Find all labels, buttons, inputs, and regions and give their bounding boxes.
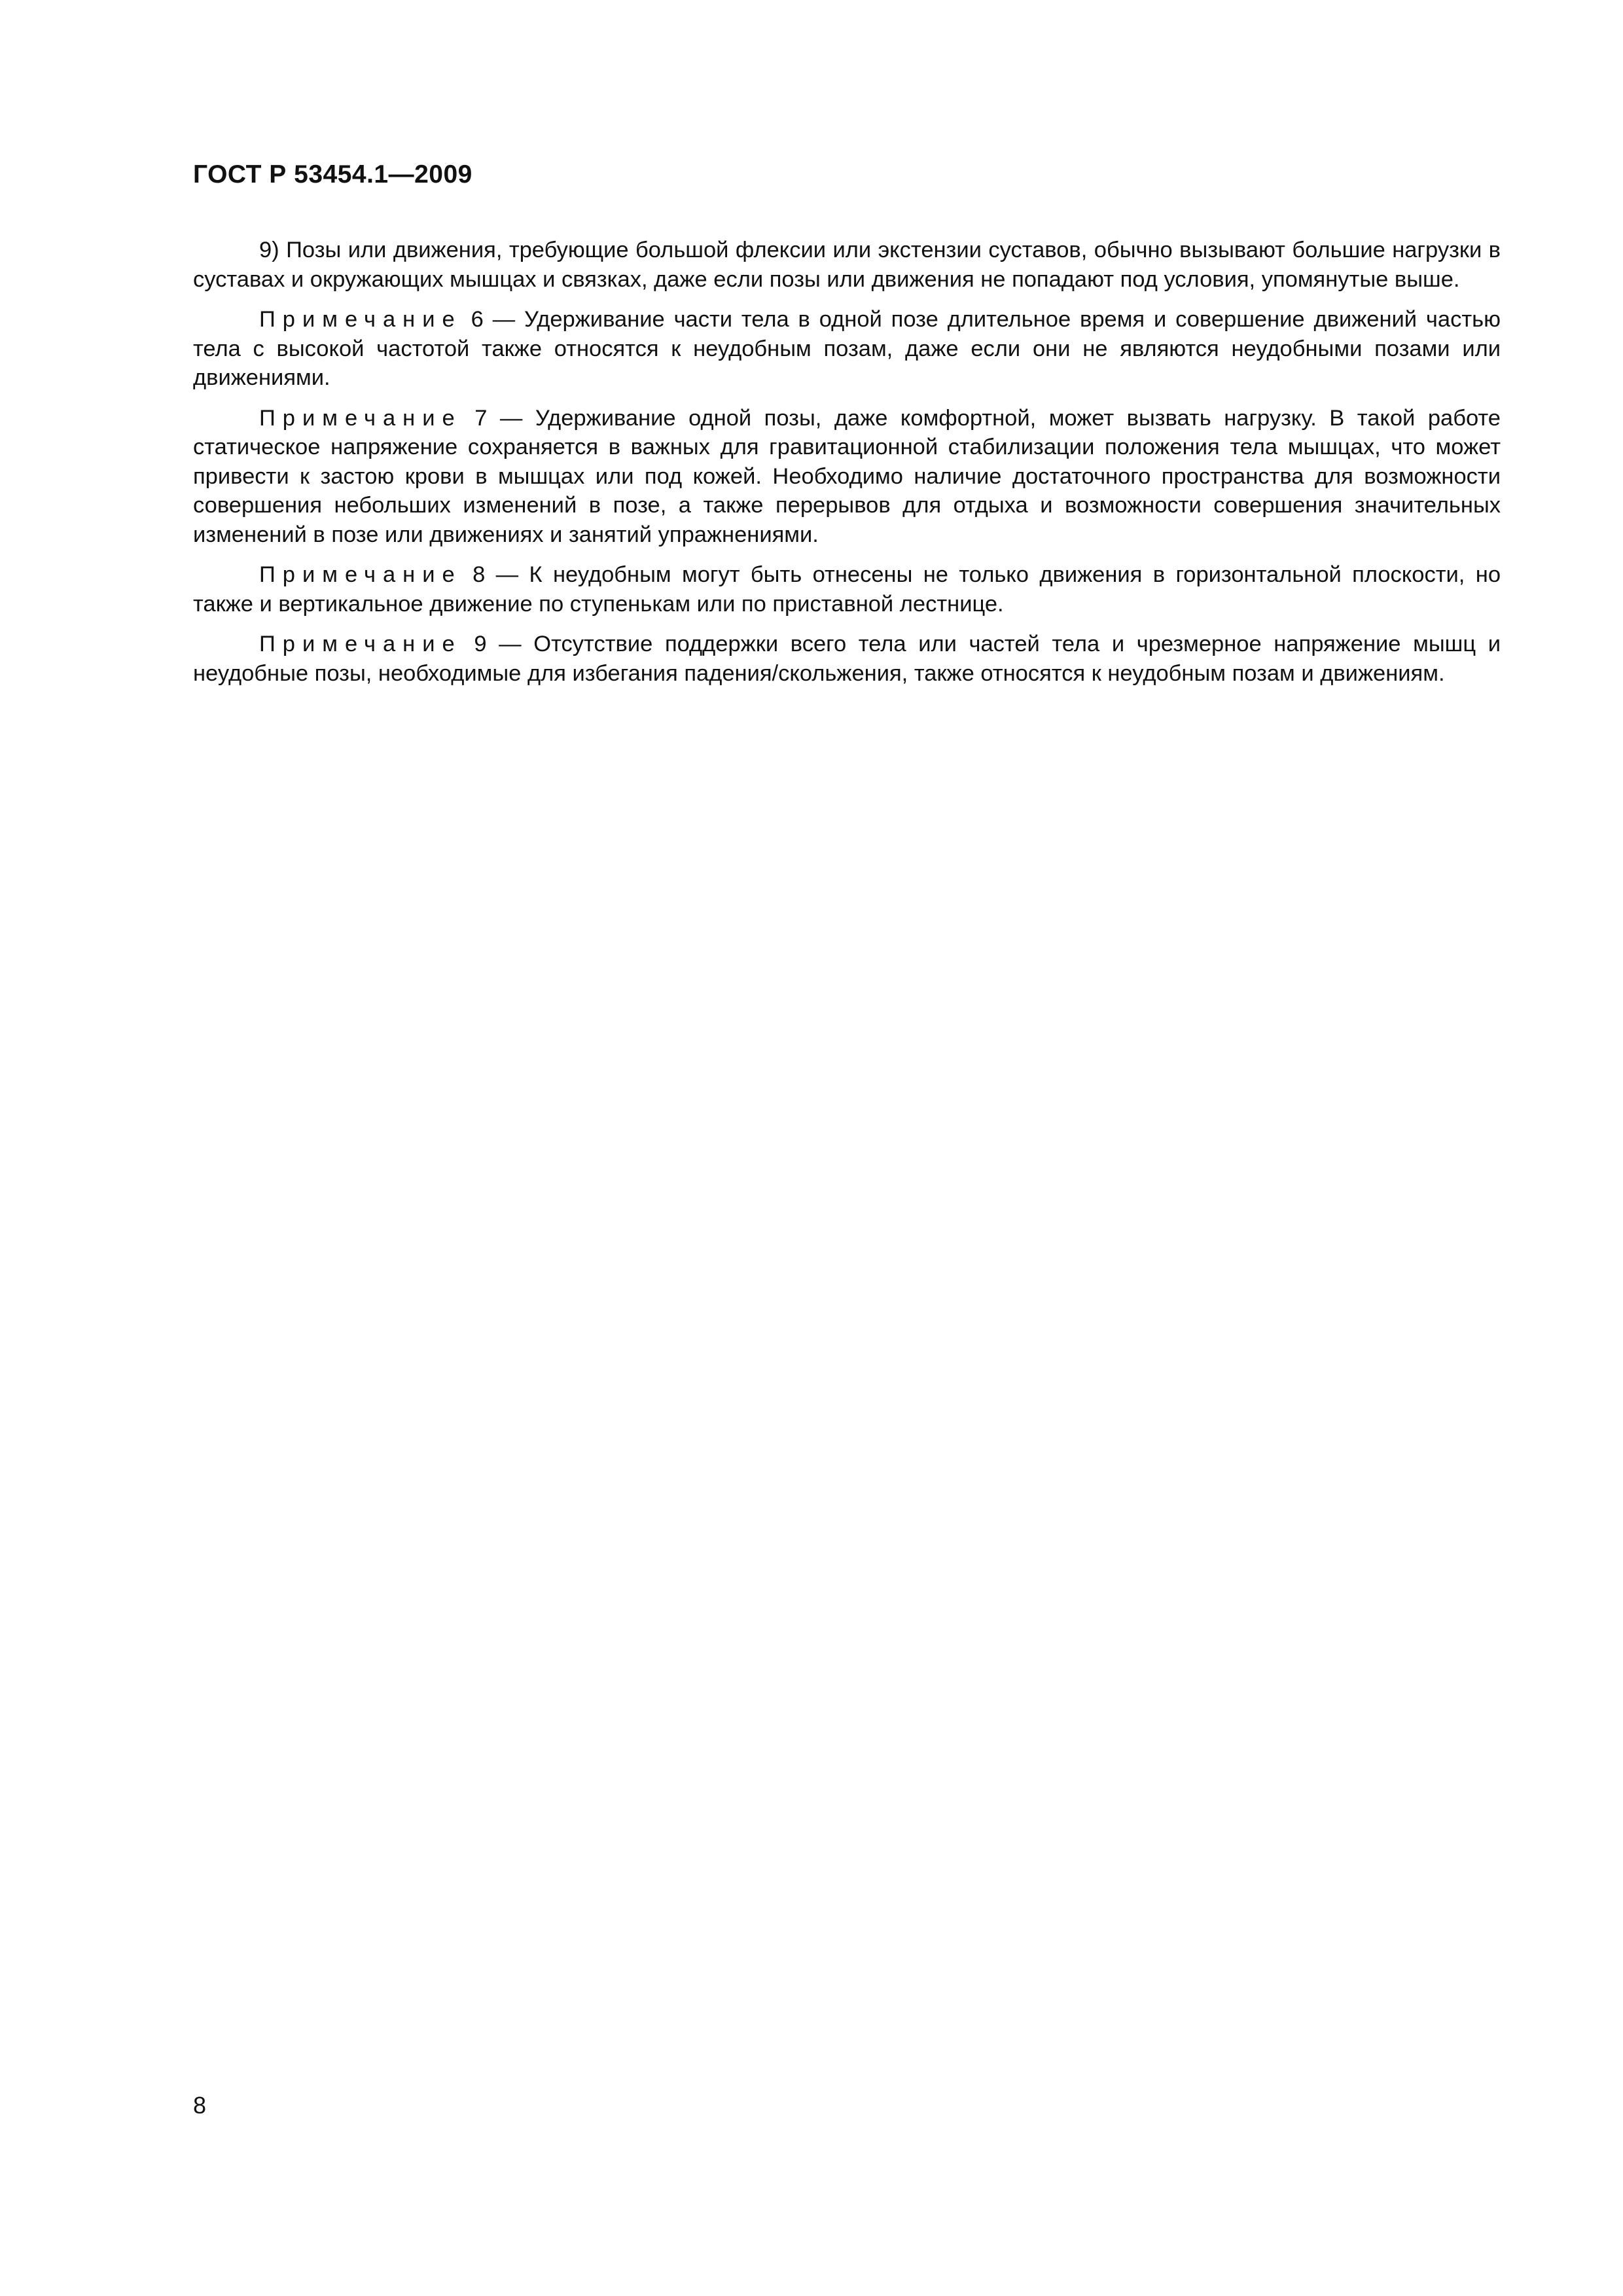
note-text: — Отсутствие поддержки всего тела или частей тела и чрезмерное напряжение мышц и неудобные позы, необходимые для избегания падения/скольжения, также относятся к неудобным позам и движениям. — [193, 632, 1501, 686]
page-number: 8 — [193, 2092, 207, 2119]
note-7 — [193, 404, 1501, 550]
note-number: 9 — [474, 632, 487, 656]
note-text: — К неудобным могут быть отнесены не только движения в горизонтальной плоскости, но также и вертикальное движение по ступенькам или по приставной лестнице. — [193, 562, 1501, 617]
note-label: Примечание — [259, 632, 462, 656]
note-label: Примечание — [259, 562, 462, 587]
note-number: 7 — [474, 405, 488, 431]
document-header: ГОСТ Р 53454.1—2009 — [193, 160, 473, 188]
note-text: — Удерживание части тела в одной позе длительное время и совершение движений частью тела с высокой частотой также относятся к неудобным позам, даже если они не являются неудобными позами или движениями. — [193, 307, 1501, 390]
note-text: — Удерживание одной позы, даже комфортной, может вызвать нагрузку. В такой работе статическое напряжение сохраняется в важных для гравитационной стабилизации положения тела мышцах, что может привести к застою крови в мышцах или под кожей. Необходимо наличие достаточного пространства для возможности совершения небольших изменений в позе, а также перерывов для отдыха и возможности совершения значительных изменений в позе или движениях и занятий упражнениями. — [193, 405, 1501, 547]
document-body — [193, 236, 1501, 699]
note-label: Примечание — [259, 307, 462, 332]
note-8 — [193, 560, 1501, 619]
note-6 — [193, 305, 1501, 393]
list-item-9: 9) Позы или движения, требующие большой флексии или экстензии суставов, обычно вызывают большие нагрузки в суставах и окружающих мышцах и связках, даже если позы или движения не попадают под условия, упомянутые выше. — [193, 238, 1501, 292]
note-9 — [193, 630, 1501, 688]
note-label: Примечание — [259, 405, 462, 431]
note-number: 6 — [471, 307, 484, 332]
note-number: 8 — [473, 562, 486, 587]
